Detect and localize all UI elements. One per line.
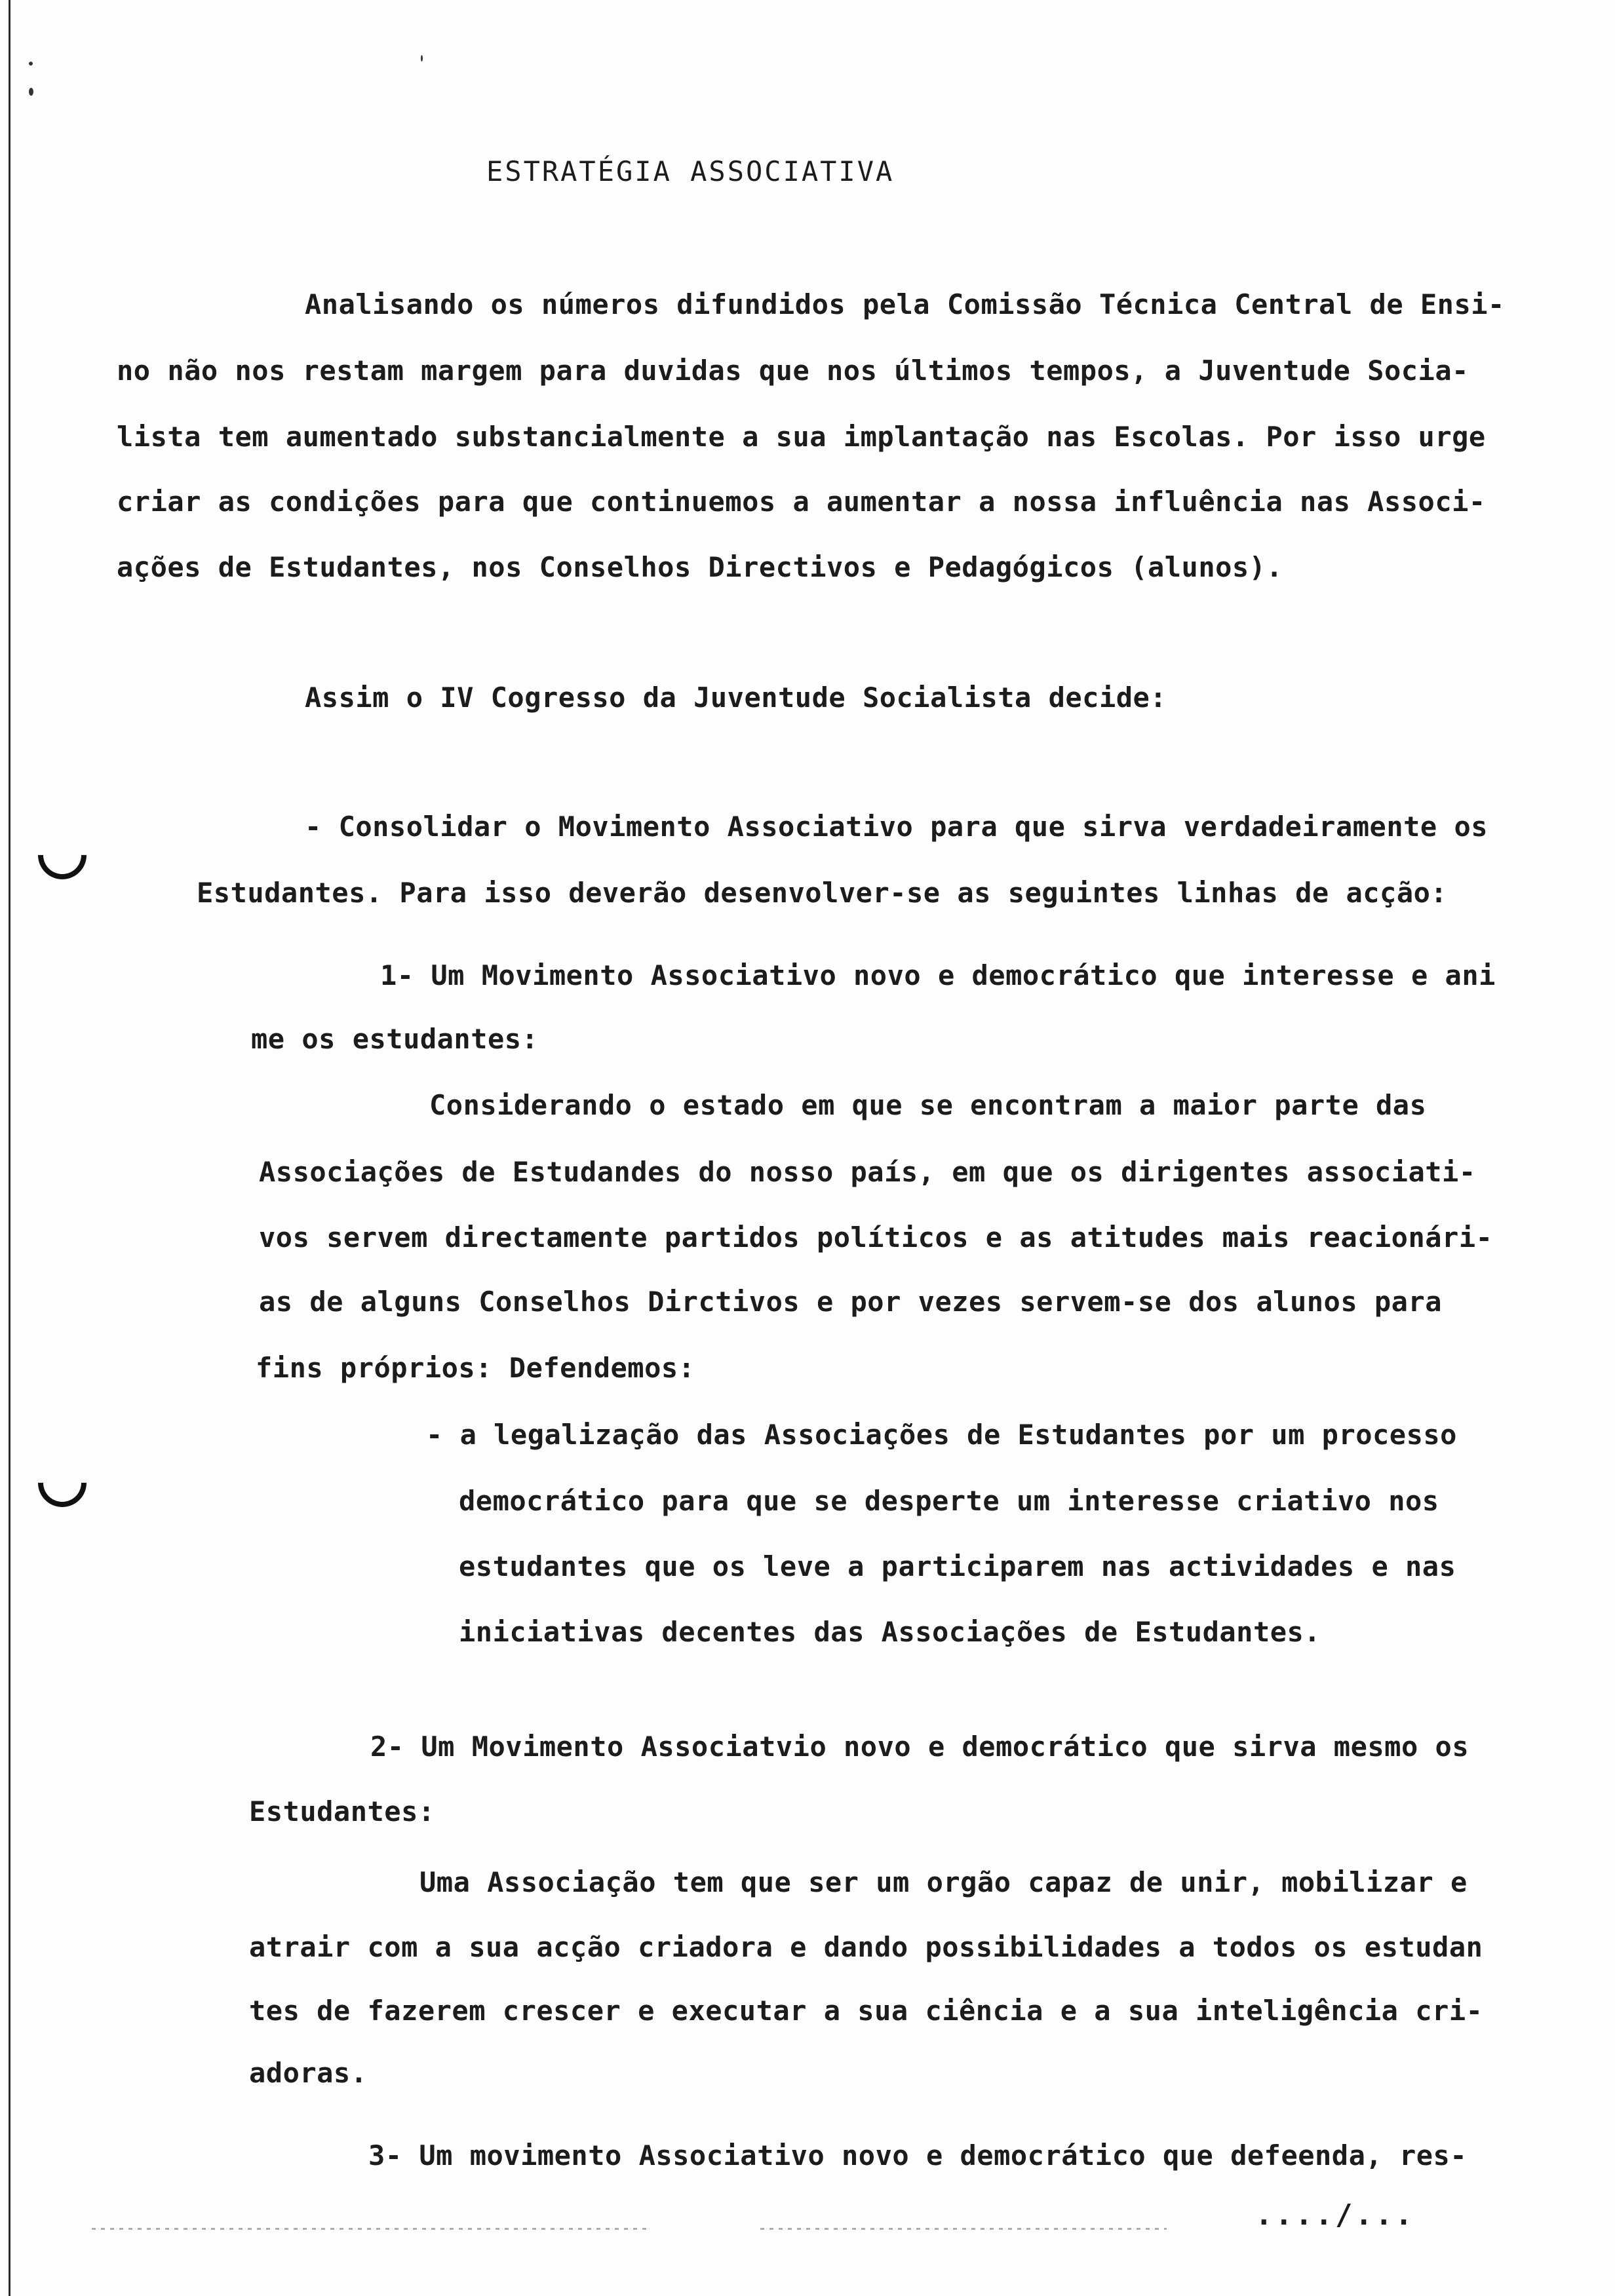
punch-hole-mark	[28, 821, 97, 890]
item-1-paragraph: Associações de Estudandes do nosso país, em que os dirigentes associati-	[259, 1156, 1476, 1188]
intro-line: Analisando os números difundidos pela Comissão Técnica Central de Ensi-	[305, 288, 1505, 320]
item-1-paragraph: vos servem directamente partidos políticos e as atitudes mais reacionári-	[259, 1221, 1493, 1253]
intro-line: criar as condições para que continuemos a aumentar a nossa influência nas Associ-	[117, 486, 1486, 518]
item-2-heading: Estudantes:	[249, 1795, 435, 1827]
consolidate-line: Estudantes. Para isso deverão desenvolver-se as seguintes linhas de acção:	[197, 877, 1448, 909]
item-1-paragraph: Considerando o estado em que se encontram a maior parte das	[429, 1089, 1427, 1121]
item-2-heading: 2- Um Movimento Associatvio novo e democrático que sirva mesmo os	[370, 1731, 1469, 1763]
item-2-paragraph: tes de fazerem crescer e executar a sua ciência e a sua inteligência cri-	[249, 1995, 1483, 2027]
intro-line: ações de Estudantes, nos Conselhos Directivos e Pedagógicos (alunos).	[117, 551, 1283, 583]
scan-speck	[29, 62, 33, 66]
item-1-heading: 1- Um Movimento Associativo novo e democrático que interesse e ani	[380, 959, 1496, 991]
item-2-paragraph: Uma Associação tem que ser um orgão capaz de unir, mobilizar e	[419, 1866, 1468, 1898]
defend-list-item: - a legalização das Associações de Estudantes por um processo	[426, 1419, 1457, 1451]
defend-list-item: estudantes que os leve a participarem nas actividades e nas	[459, 1550, 1456, 1582]
item-3-heading: 3- Um movimento Associativo novo e democrático que defeenda, res-	[368, 2139, 1468, 2172]
defend-list-item: iniciativas decentes das Associações de Estudantes.	[459, 1616, 1321, 1648]
item-1-paragraph: fins próprios: Defendemos:	[256, 1352, 695, 1384]
scan-speck	[29, 88, 33, 96]
page-margin-line	[9, 0, 10, 2296]
document-title: ESTRATÉGIA ASSOCIATIVA	[486, 155, 895, 187]
punch-hole-mark	[28, 1449, 97, 1518]
item-2-paragraph: atrair com a sua acção criadora e dando possibilidades a todos os estudan	[249, 1931, 1483, 1963]
scan-speck	[421, 55, 423, 62]
item-1-paragraph: as de alguns Conselhos Dirctivos e por vezes servem-se dos alunos para	[259, 1286, 1443, 1318]
intro-line: lista tem aumentado substancialmente a sua implantação nas Escolas. Por isso urge	[117, 421, 1486, 453]
defend-list-item: democrático para que se desperte um interesse criativo nos	[459, 1485, 1439, 1517]
scan-noise	[92, 2228, 649, 2230]
intro-line: no não nos restam margem para duvidas que nos últimos tempos, a Juventude Socia-	[117, 354, 1469, 387]
continuation-mark: ..../...	[1255, 2198, 1415, 2232]
consolidate-line: - Consolidar o Movimento Associativo para que sirva verdadeiramente os	[305, 811, 1489, 843]
scan-noise	[760, 2228, 1167, 2230]
item-2-paragraph: adoras.	[249, 2057, 368, 2089]
item-1-heading: me os estudantes:	[251, 1023, 539, 1055]
decision-line: Assim o IV Cogresso da Juventude Socialista decide:	[305, 681, 1167, 714]
